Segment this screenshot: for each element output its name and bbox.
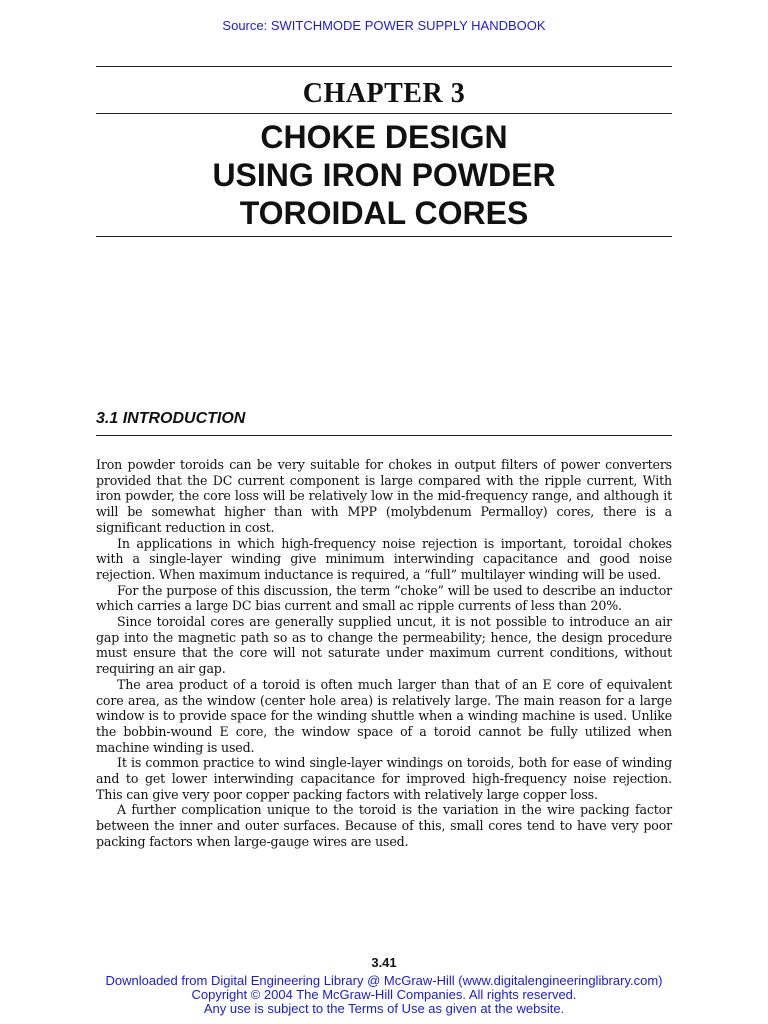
paragraph: The area product of a toroid is often much larger than that of an E core of equivalent core area, as the window (center hole area) is relatively large. The main reason for a large window is to provide space for the winding shuttle when a winding machine is used. Unlike the bobbin-wound E core, the window space of a toroid cannot be fully utilized when machine winding is used. — [96, 676, 672, 755]
paragraph: Since toroidal cores are generally supplied uncut, it is not possible to introduce an air gap into the magnetic path so as to change the permeability; hence, the design procedure must ensure that the core will not saturate under maximum current conditions, without requiring an air gap. — [96, 614, 672, 677]
paragraph: Iron powder toroids can be very suitable for chokes in output filters of power converters provided that the DC current component is large compared with the ripple current, With iron powder, the core loss will be relatively low in the mid-frequency range, and although it will be somewhat higher than with MPP (molybdenum Permalloy) cores, there is a significant reduction in cost. — [96, 457, 672, 535]
paragraph: A further complication unique to the toroid is the variation in the wire packing factor between the inner and outer surfaces. Because of this, small cores tend to have very poor packing factors when large-gauge wires are used. — [96, 802, 672, 849]
paragraph: For the purpose of this discussion, the term “choke” will be used to describe an inductor which carries a large DC bias current and small ac ripple currents of less than 20%. — [96, 582, 672, 614]
chapter-label-rule — [96, 113, 672, 114]
body-text — [96, 457, 672, 850]
chapter-top-rule — [96, 66, 672, 67]
chapter-label: CHAPTER 3 — [302, 78, 466, 109]
chapter-title — [96, 118, 672, 232]
paragraph: It is common practice to wind single-layer windings on toroids, both for ease of winding and to get lower interwinding capacitance for improved high-frequency noise rejection. This can give very poor copper packing factors with relatively large copper loss. — [96, 755, 672, 802]
chapter-title-line: USING IRON POWDER — [212, 157, 556, 193]
chapter-title-line: CHOKE DESIGN — [260, 119, 508, 155]
paragraph: In applications in which high-frequency noise rejection is important, toroidal chokes with a single-layer winding give minimum interwinding capacitance and good noise rejection. When maximum inductance is required, a “full” multilayer winding will be used. — [96, 535, 672, 582]
section-heading: 3.1 INTRODUCTION — [96, 410, 246, 427]
footer — [0, 974, 768, 1016]
page-number: 3.41 — [371, 955, 397, 970]
chapter-title-rule — [96, 236, 672, 237]
footer-copyright-line: Copyright © 2004 The McGraw-Hill Companies. All rights reserved. — [191, 987, 577, 1002]
chapter-title-line: TOROIDAL CORES — [239, 195, 529, 231]
footer-terms-line: Any use is subject to the Terms of Use as given at the website. — [203, 1001, 565, 1016]
section-heading-rule — [96, 435, 672, 436]
source-line: Source: SWITCHMODE POWER SUPPLY HANDBOOK — [222, 18, 546, 33]
footer-download-line: Downloaded from Digital Engineering Library @ McGraw-Hill (www.digitalengineeringlibrary.com) — [105, 973, 663, 988]
